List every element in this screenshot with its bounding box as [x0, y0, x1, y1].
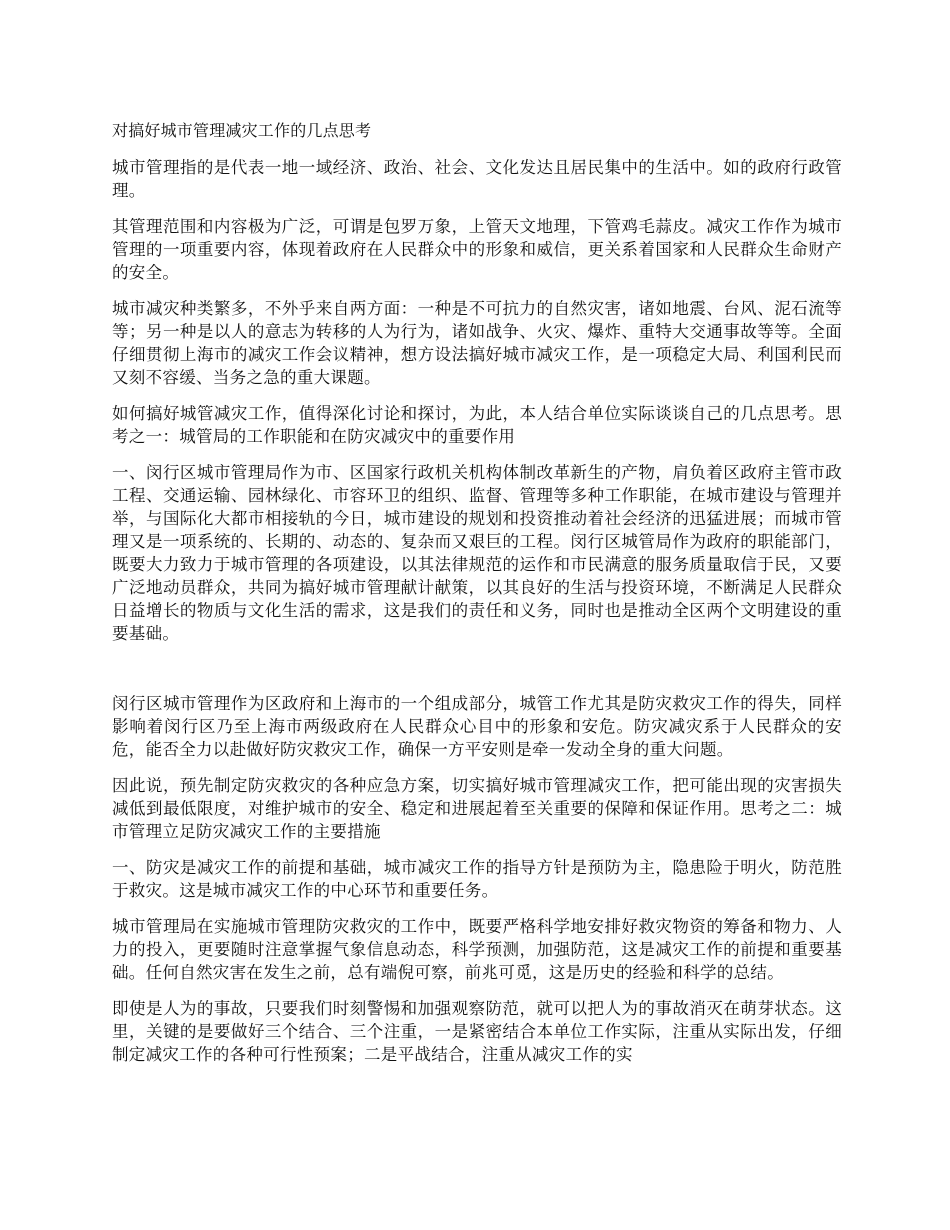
paragraph-5: 一、闵行区城市管理局作为市、区国家行政机关机构体制改革新生的产物，肩负着区政府主管市政工程、交通运输、园林绿化、市容环卫的组织、监督、管理等多种工作职能，在城市建设与管理并举，与国际化大都市相接轨的今日，城市建设的规划和投资推动着社会经济的迅猛进展；而城市管理又是一项系统的、长期的、动态的、复杂而又艰巨的工程。闵行区城管局作为政府的职能部门，既要大力致力于城市管理的各项建设，以其法律规范的运作和市民满意的服务质量取信于民，又要广泛地动员群众，共同为搞好城市管理献计献策，以其良好的生活与投资环境，不断满足人民群众日益增长的物质与文化生活的需求，这是我们的责任和义务，同时也是推动全区两个文明建设的重要基础。 — [112, 463, 842, 643]
paragraph-3: 城市减灾种类繁多，不外乎来自两方面：一种是不可抗力的自然灾害，诸如地震、台风、泥石流等等；另一种是以人的意志为转移的人为行为，诸如战争、火灾、爆炸、重特大交通事故等等。全面仔细贯彻上海市的减灾工作会议精神，想方设法搞好城市减灾工作，是一项稳定大局、利国利民而又刻不容缓、当务之急的重大课题。 — [112, 299, 842, 387]
paragraph-9: 城市管理局在实施城市管理防灾救灾的工作中，既要严格科学地安排好救灾物资的筹备和物力、人力的投入，更要随时注意掌握气象信息动态，科学预测，加强防范，这是减灾工作的前提和重要基础。任何自然灾害在发生之前，总有端倪可察，前兆可觅，这是历史的经验和科学的总结。 — [112, 917, 842, 982]
paragraph-6: 闵行区城市管理作为区政府和上海市的一个组成部分，城管工作尤其是防灾救灾工作的得失，同样影响着闵行区乃至上海市两级政府在人民群众心目中的形象和安危。防灾减灾系于人民群众的安危，能否全力以赴做好防灾救灾工作，确保一方平安则是牵一发动全身的重大问题。 — [112, 694, 842, 759]
paragraph-1: 城市管理指的是代表一地一域经济、政治、社会、文化发达且居民集中的生活中。如的政府行政管理。 — [112, 158, 842, 200]
document-title: 对搞好城市管理减灾工作的几点思考 — [112, 121, 372, 140]
paragraph-10: 即使是人为的事故，只要我们时刻警惕和加强观察防范，就可以把人为的事故消灭在萌芽状态。这里，关键的是要做好三个结合、三个注重，一是紧密结合本单位工作实际，注重从实际出发，仔细制定减灾工作的各种可行性预案；二是平战结合，注重从减灾工作的实 — [112, 999, 842, 1064]
document-page — [112, 120, 842, 1079]
paragraph-4: 如何搞好城管减灾工作，值得深化讨论和探讨，为此，本人结合单位实际谈谈自己的几点思考。思考之一：城管局的工作职能和在防灾减灾中的重要作用 — [112, 404, 842, 446]
paragraph-2: 其管理范围和内容极为广泛，可谓是包罗万象，上管天文地理，下管鸡毛蒜皮。减灾工作作为城市管理的一项重要内容，体现着政府在人民群众中的形象和威信，更关系着国家和人民群众生命财产的安全。 — [112, 217, 842, 282]
section-gap — [112, 658, 842, 692]
paragraph-8: 一、防灾是减灾工作的前提和基础，城市减灾工作的指导方针是预防为主，隐患险于明火，防范胜于救灾。这是城市减灾工作的中心环节和重要任务。 — [112, 858, 842, 900]
paragraph-7: 因此说，预先制定防灾救灾的各种应急方案，切实搞好城市管理减灾工作，把可能出现的灾害损失减低到最低限度，对维护城市的安全、稳定和进展起着至关重要的保障和保证作用。思考之二：城市管理立足防灾减灾工作的主要措施 — [112, 776, 842, 841]
